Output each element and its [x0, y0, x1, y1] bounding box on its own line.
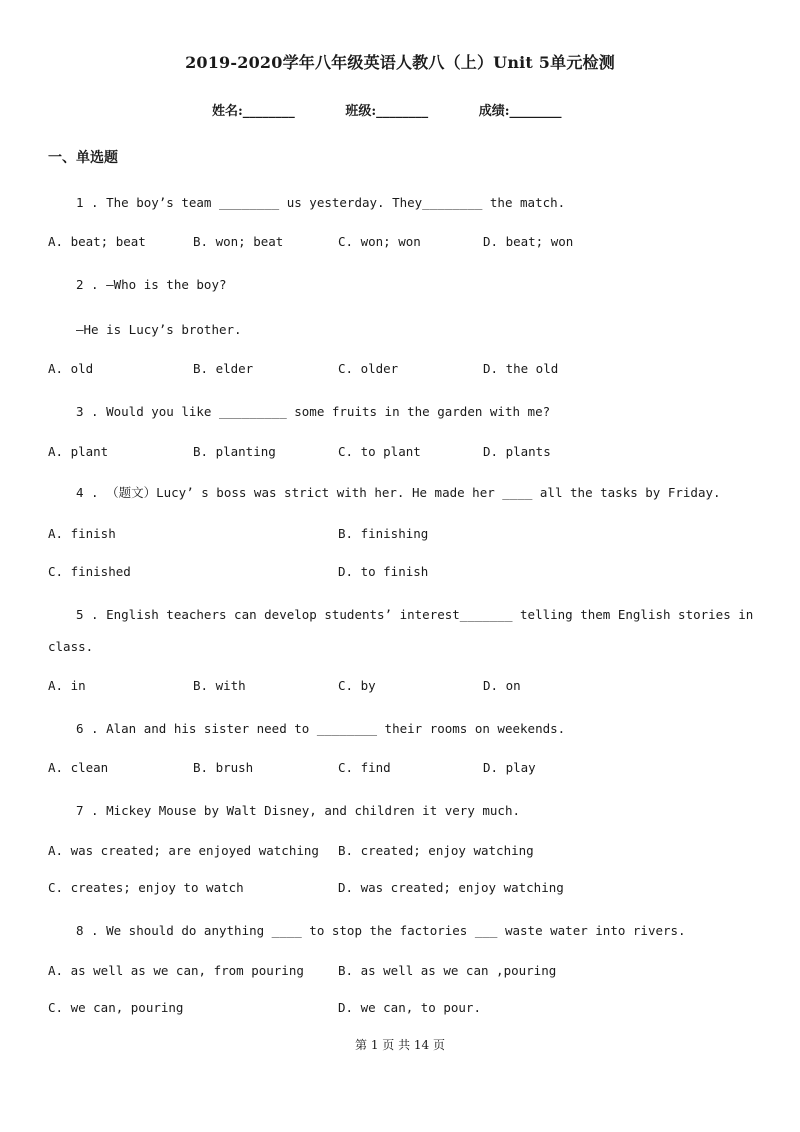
- option-c: C. find: [338, 760, 391, 775]
- student-info-row: [212, 100, 608, 119]
- option-b: B. finishing: [338, 526, 429, 541]
- option-d: D. play: [483, 760, 536, 775]
- question-stem: 2 . —Who is the boy?: [76, 277, 227, 292]
- question-stem: 8 . We should do anything ____ to stop the factories ___ waste water into rivers.: [76, 923, 686, 938]
- section-title: 一、单选题: [48, 150, 118, 166]
- question-stem: 7 . Mickey Mouse by Walt Disney, and children it very much.: [76, 803, 521, 818]
- option-c: C. to plant: [338, 444, 421, 459]
- option-b: B. created; enjoy watching: [338, 843, 534, 858]
- option-c: C. older: [338, 361, 399, 376]
- option-d: D. on: [483, 678, 521, 693]
- score-field: 成绩:________: [478, 104, 562, 119]
- question-stem: 3 . Would you like _________ some fruits in the garden with me?: [76, 404, 551, 419]
- option-b: B. as well as we can ,pouring: [338, 963, 557, 978]
- page-footer: 第 1 页 共 14 页: [355, 1038, 445, 1052]
- option-c: C. creates; enjoy to watch: [48, 880, 244, 895]
- question-stem-line2: class.: [48, 639, 94, 654]
- question-stem: 6 . Alan and his sister need to ________ their rooms on weekends.: [76, 721, 566, 736]
- option-a: A. in: [48, 678, 86, 693]
- option-d: D. we can, to pour.: [338, 1000, 481, 1015]
- option-a: A. clean: [48, 760, 109, 775]
- option-a: A. as well as we can, from pouring: [48, 963, 304, 978]
- option-b: B. elder: [193, 361, 254, 376]
- option-a: A. plant: [48, 444, 109, 459]
- page-title: 2019-2020学年八年级英语人教八（上）Unit 5单元检测: [185, 53, 615, 72]
- question-stem: 5 . English teachers can develop students’ interest_______ telling them English stories in: [76, 607, 754, 622]
- option-b: B. planting: [193, 444, 276, 459]
- option-a: A. was created; are enjoyed watching: [48, 843, 319, 858]
- option-b: B. won; beat: [193, 234, 284, 249]
- name-field: 姓名:________: [212, 104, 295, 119]
- question-stem: 1 . The boy’s team ________ us yesterday. They________ the match.: [76, 195, 566, 210]
- option-d: D. beat; won: [483, 234, 574, 249]
- class-field: 班级:________: [345, 104, 429, 119]
- option-a: A. old: [48, 361, 94, 376]
- option-b: B. with: [193, 678, 246, 693]
- option-c: C. we can, pouring: [48, 1000, 184, 1015]
- option-a: A. finish: [48, 526, 116, 541]
- option-c: C. won; won: [338, 234, 421, 249]
- question-stem: 4 . （题文）Lucy’ s boss was strict with her. He made her ____ all the tasks by Friday.: [76, 485, 721, 500]
- option-b: B. brush: [193, 760, 254, 775]
- option-d: D. was created; enjoy watching: [338, 880, 564, 895]
- option-d: D. the old: [483, 361, 559, 376]
- question-stem-line2: —He is Lucy’s brother.: [76, 322, 242, 337]
- option-c: C. by: [338, 678, 376, 693]
- option-a: A. beat; beat: [48, 234, 146, 249]
- option-d: D. to finish: [338, 564, 429, 579]
- option-d: D. plants: [483, 444, 551, 459]
- option-c: C. finished: [48, 564, 131, 579]
